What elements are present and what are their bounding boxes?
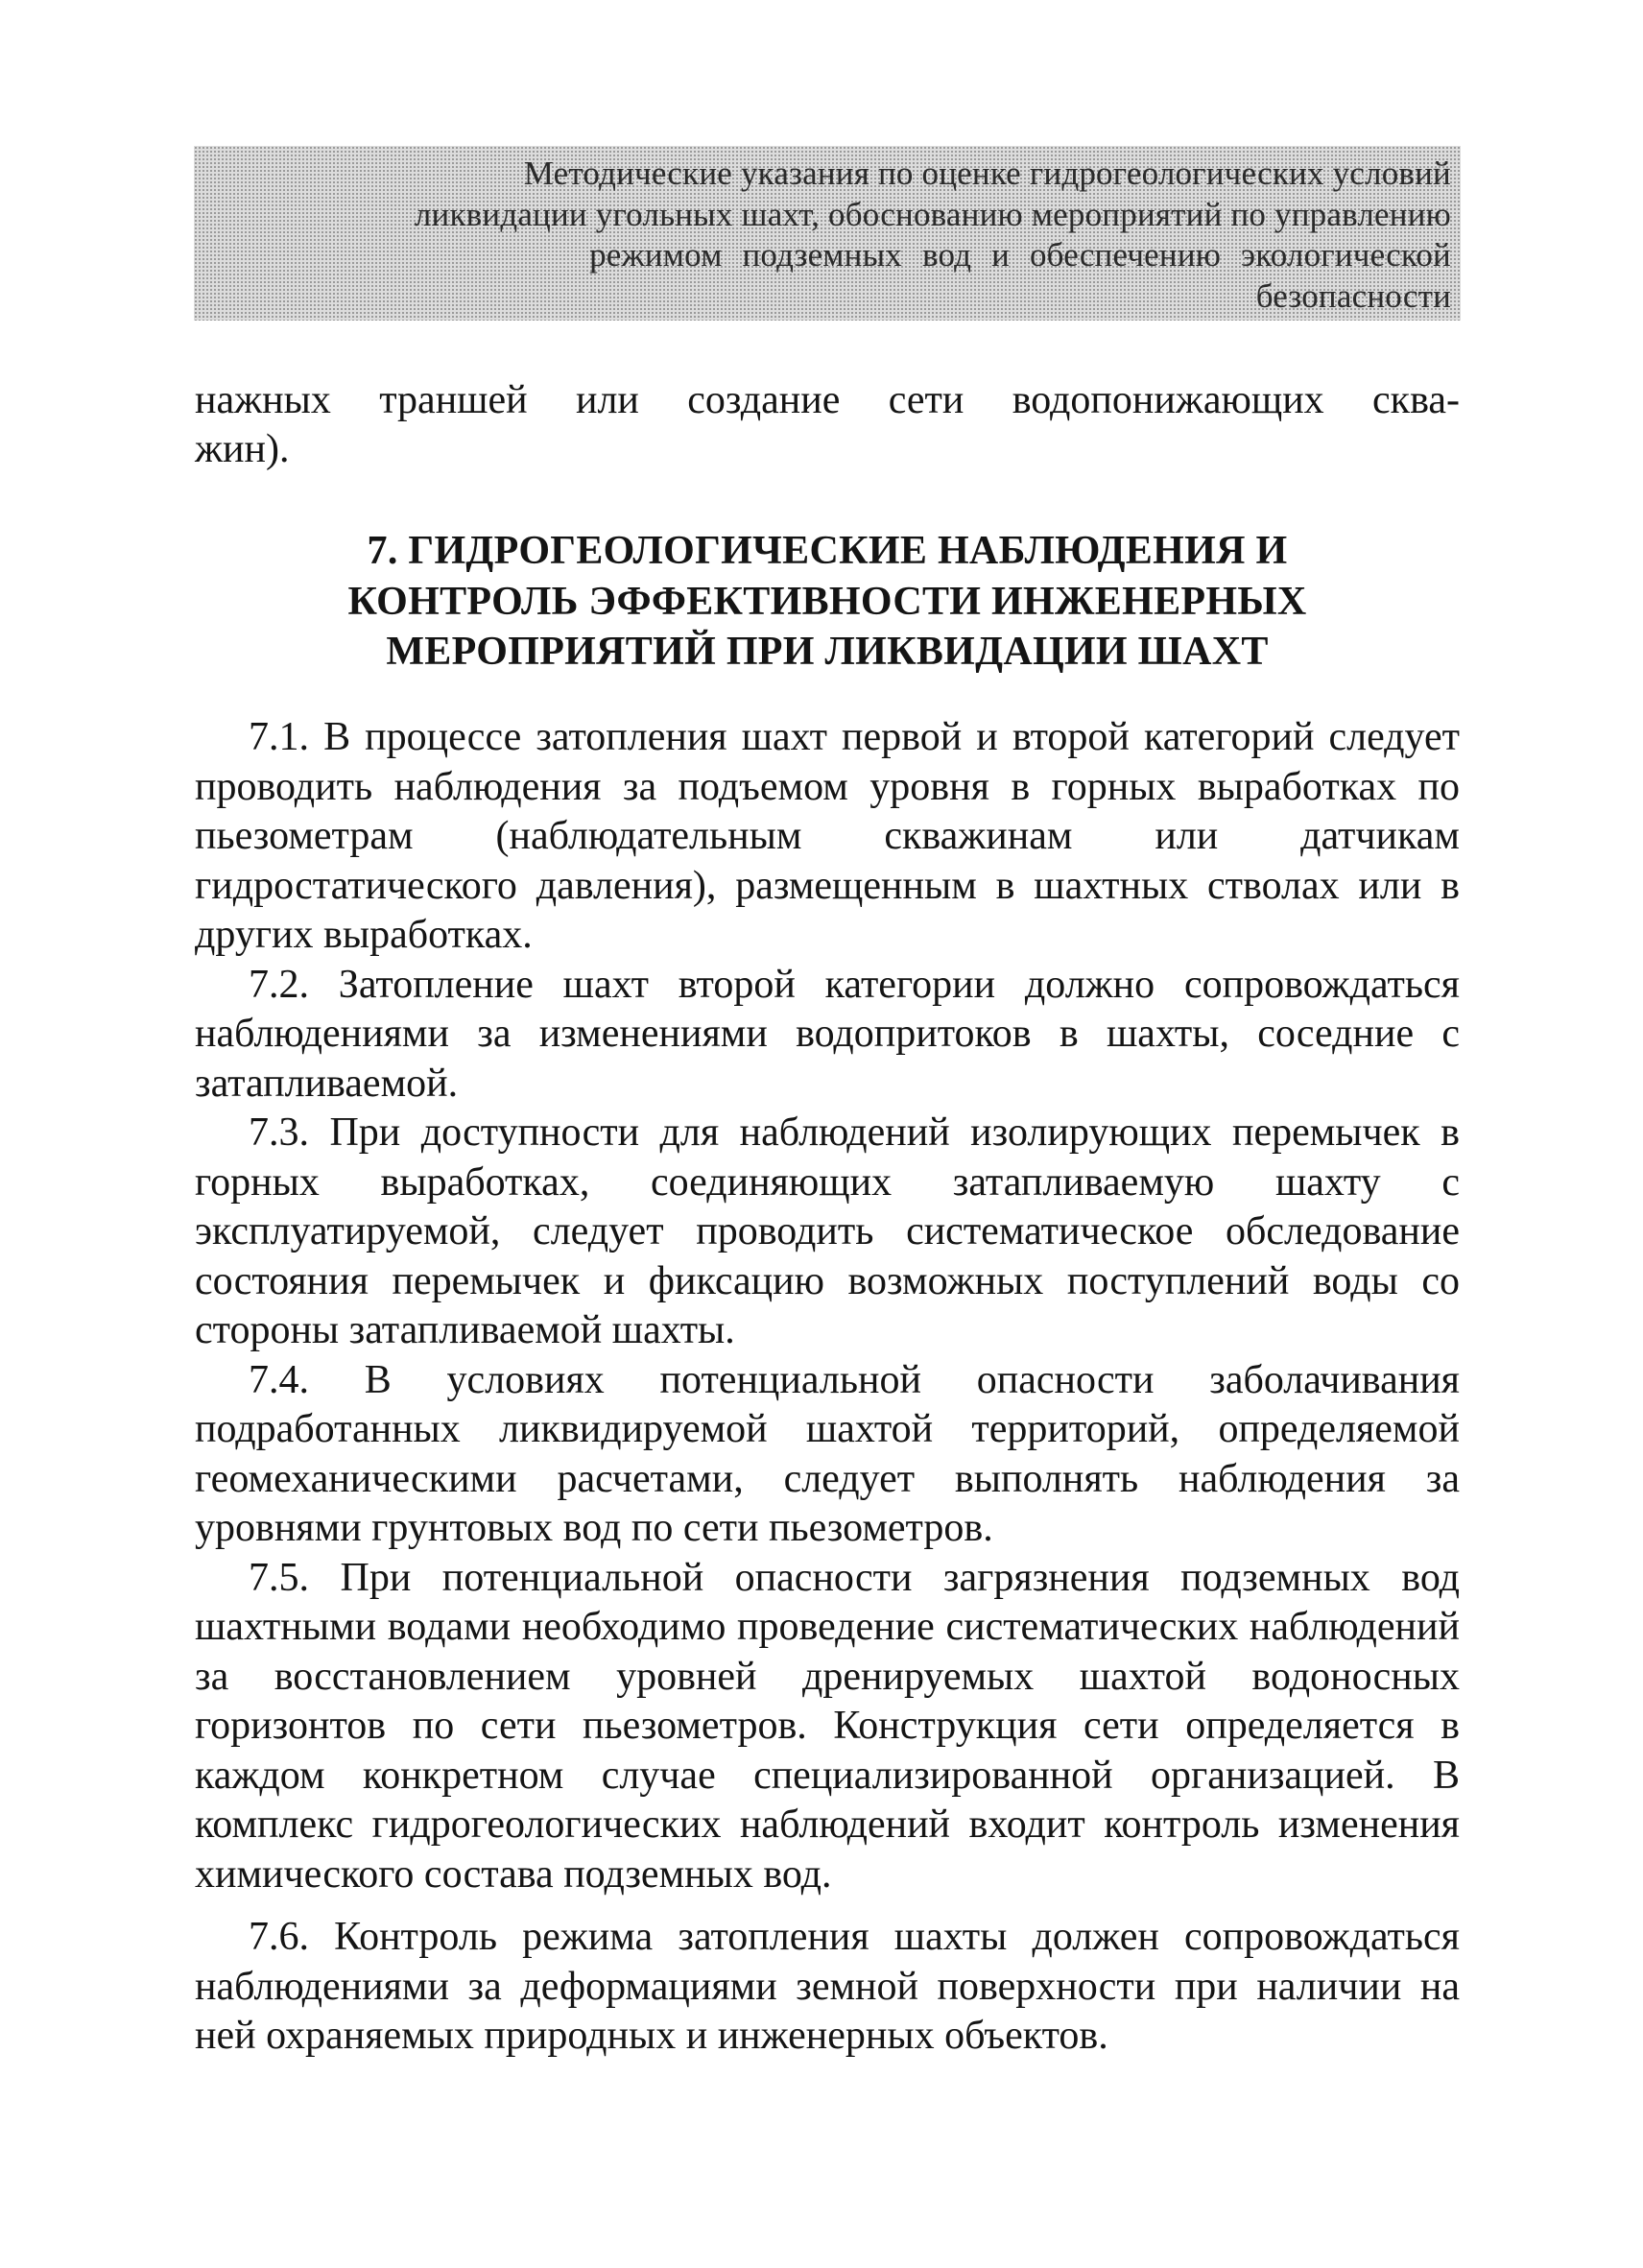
- paragraph-7-4: 7.4. В условиях потенциальной опасности заболачивания подработанных ликвидируемой шахтой территорий, определяемой геомеханическими расчетами, следует выполнять наблюдения за уровнями грунтовых вод по сети пьезометров.: [195, 1357, 1460, 1550]
- numbered-paragraphs: [195, 713, 1460, 2062]
- section-heading-line: МЕРОПРИЯТИЙ ПРИ ЛИКВИДАЦИИ ШАХТ: [386, 630, 1269, 674]
- running-header-line: ликвидации угольных шахт, обоснованию мероприятий по управлению: [414, 195, 1451, 233]
- continued-paragraph: [195, 376, 1460, 474]
- section-heading-line: КОНТРОЛЬ ЭФФЕКТИВНОСТИ ИНЖЕНЕРНЫХ: [347, 579, 1307, 624]
- section-heading: [195, 526, 1460, 678]
- running-header-line: безопасности: [1255, 276, 1451, 315]
- section-heading-line: 7. ГИДРОГЕОЛОГИЧЕСКИЕ НАБЛЮДЕНИЯ И: [367, 529, 1288, 573]
- running-header-line: Методические указания по оценке гидрогеологических условий: [523, 155, 1451, 192]
- running-header-text: [203, 154, 1451, 317]
- paragraph-7-5: 7.5. При потенциальной опасности загрязнения подземных вод шахтными водами необходимо проведение систематических наблюдений за восстановлением уровней дренируемых шахтой водоносных горизонтов по сети пьезометров. Конструкция сети определяется в каждом конкретном случае специализированной организацией. В комплекс гидрогеологических наблюдений входит контроль изменения химического состава подземных вод.: [195, 1555, 1460, 1897]
- running-header: [194, 146, 1461, 321]
- paragraph-7-3: 7.3. При доступности для наблюдений изолирующих перемычек в горных выработках, соединяющих затапливаемую шахту с эксплуатируемой, следует проводить систематическое обследование состояния перемычек и фиксацию возможных поступлений воды со стороны затапливаемой шахты.: [195, 1110, 1460, 1352]
- paragraph-7-1: 7.1. В процессе затопления шахт первой и второй категорий следует проводить наблюдения за подъемом уровня в горных выработках по пьезометрам (наблюдательным скважинам или датчикам гидростатического давления), размещенным в шахтных стволах или в других выработках.: [195, 715, 1460, 957]
- paragraph-7-6: 7.6. Контроль режима затопления шахты должен сопровождаться наблюдениями за деформациями земной поверхности при наличии на ней охраняемых природных и инженерных объектов.: [195, 1915, 1460, 2058]
- running-header-line: режимом подземных вод и обеспечению экологической: [589, 236, 1451, 274]
- continued-paragraph-line: нажных траншей или создание сети водопонижающих сква-: [195, 378, 1460, 422]
- continued-paragraph-line: жин).: [195, 427, 290, 471]
- paragraph-7-2: 7.2. Затопление шахт второй категории должно сопровождаться наблюдениями за изменениями водопритоков в шахты, соседние с затапливаемой.: [195, 962, 1460, 1106]
